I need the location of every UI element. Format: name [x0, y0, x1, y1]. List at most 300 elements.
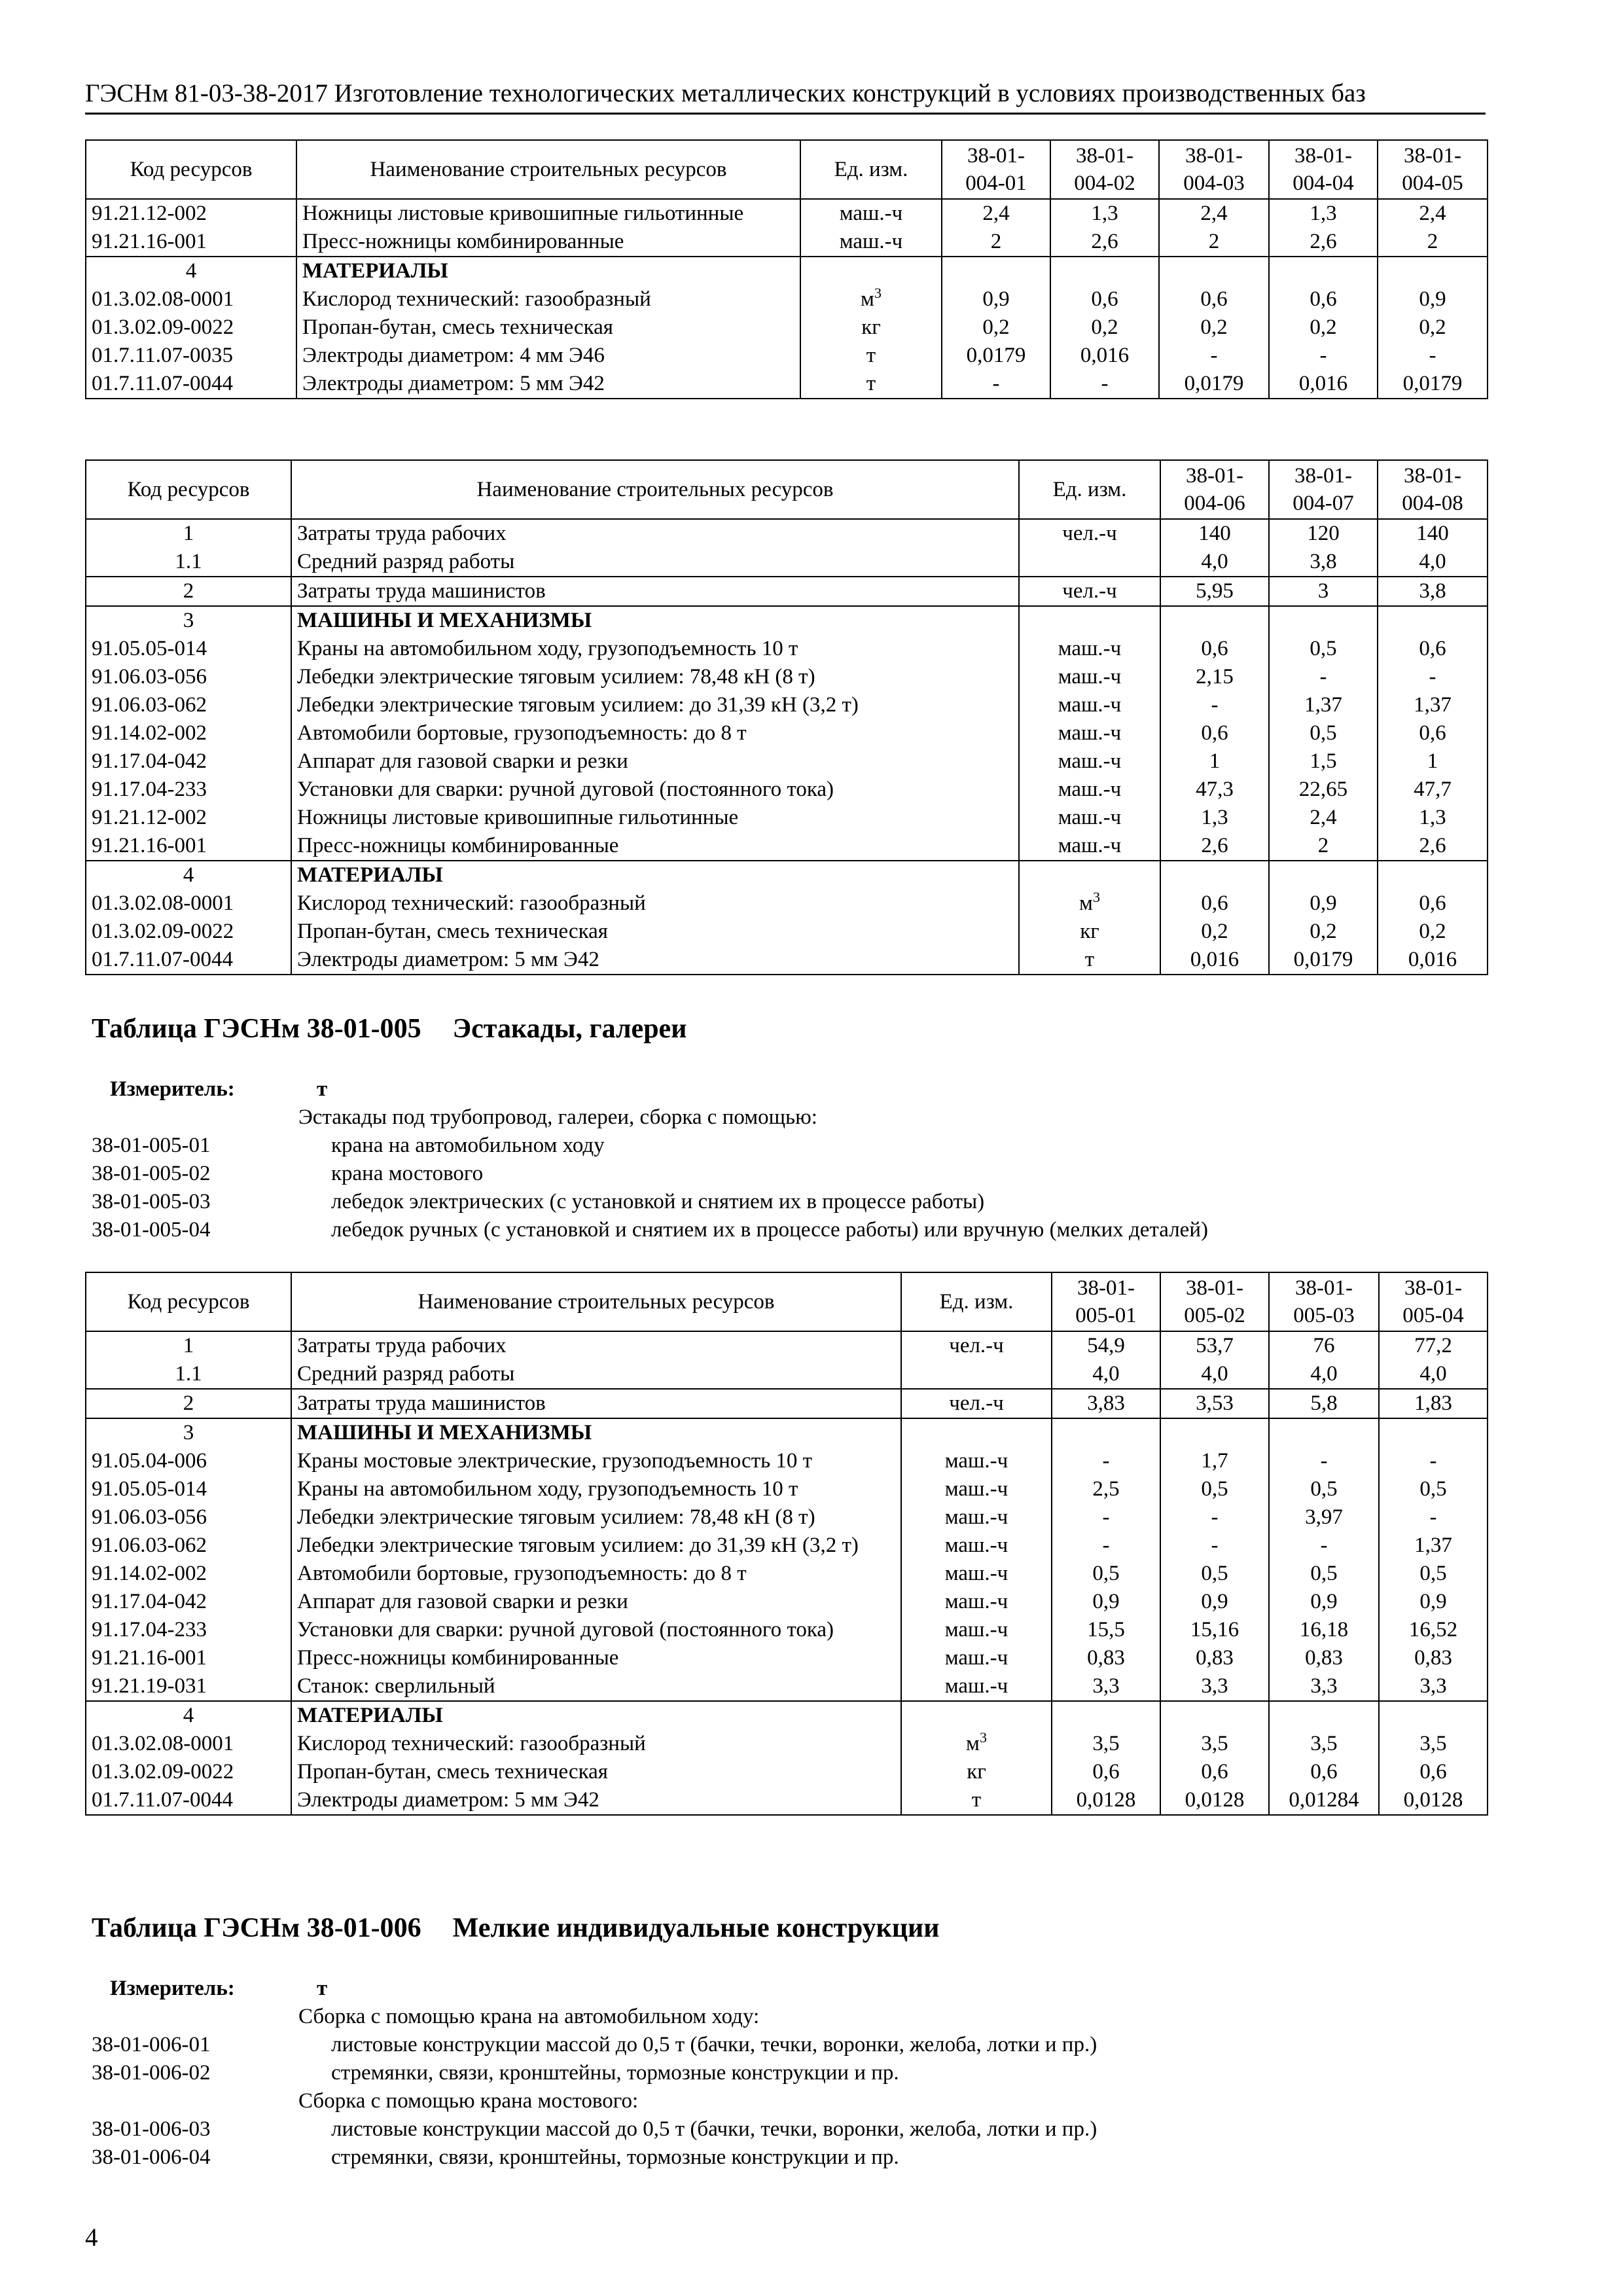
resource-name: Пресс-ножницы комбинированные [291, 832, 1019, 861]
meter-text: лебедок ручных (с установкой и снятием их в процессе работы) или вручную (мелких деталей) [331, 1218, 1208, 1242]
header-col: 38-01- 004-07 [1269, 460, 1378, 519]
resource-name: Аппарат для газовой сварки и резки [291, 1588, 901, 1616]
resource-value: 1,3 [1269, 199, 1378, 228]
table-row [86, 606, 1488, 635]
resource-value: 0,6 [1159, 285, 1269, 314]
resource-name: МАШИНЫ И МЕХАНИЗМЫ [291, 1418, 901, 1447]
header-code: Код ресурсов [86, 140, 296, 199]
resource-unit: чел.-ч [1019, 577, 1160, 606]
resource-unit: маш.-ч [901, 1616, 1052, 1644]
resource-value [1050, 257, 1159, 285]
resource-name: Лебедки электрические тяговым усилием: до 31,39 кН (3,2 т) [291, 691, 1019, 719]
resource-value: 4,0 [1269, 1360, 1379, 1389]
header-code: Код ресурсов [86, 1272, 291, 1331]
table-row [86, 918, 1488, 946]
resource-code: 01.3.02.09-0022 [86, 314, 296, 342]
resource-table-004-01-05 [85, 139, 1488, 399]
resource-name: Установки для сварки: ручной дуговой (постоянного тока) [291, 1616, 901, 1644]
meter-intro: Эстакады под трубопровод, галереи, сборка с помощью: [298, 1105, 817, 1129]
resource-value: 2,4 [1159, 199, 1269, 228]
resource-value: 0,2 [942, 314, 1050, 342]
meter-line [92, 1132, 1492, 1160]
resource-code: 01.3.02.09-0022 [86, 918, 291, 946]
resource-value: 3,8 [1269, 548, 1378, 577]
resource-unit: чел.-ч [901, 1331, 1052, 1360]
resource-value: 0,9 [1378, 285, 1488, 314]
resource-unit: т [800, 342, 942, 370]
resource-unit: $м^3$ [1019, 889, 1160, 918]
resource-value: 54,9 [1052, 1331, 1160, 1360]
resource-value: - [1052, 1532, 1160, 1560]
table-row [86, 635, 1488, 663]
meter-line [92, 1160, 1492, 1188]
table-row [86, 1475, 1488, 1503]
resource-value: - [1160, 691, 1269, 719]
resource-code: 01.3.02.08-0001 [86, 285, 296, 314]
meter-code [92, 2003, 298, 2031]
resource-unit [1019, 548, 1160, 577]
resource-value: - [1160, 1532, 1269, 1560]
table-row [86, 1786, 1488, 1815]
resource-code: 3 [86, 606, 291, 635]
resource-value: 1,37 [1379, 1532, 1488, 1560]
resource-value: 4,0 [1379, 1360, 1488, 1389]
resource-value: 0,016 [1160, 946, 1269, 975]
resource-code: 4 [86, 257, 296, 285]
resource-unit: маш.-ч [901, 1475, 1052, 1503]
resource-name: Затраты труда машинистов [291, 1389, 901, 1418]
resource-value [1378, 257, 1488, 285]
resource-value: 1,7 [1160, 1447, 1269, 1475]
resource-value: 0,83 [1052, 1644, 1160, 1672]
resource-value: 3,5 [1269, 1730, 1379, 1758]
resource-code: 01.3.02.09-0022 [86, 1758, 291, 1786]
resource-code: 91.17.04-042 [86, 747, 291, 776]
resource-value: 0,5 [1269, 719, 1378, 747]
resource-name: Ножницы листовые кривошипные гильотинные [296, 199, 800, 228]
resource-value: 3,8 [1378, 577, 1488, 606]
header-name: Наименование строительных ресурсов [296, 140, 800, 199]
resource-value: 2,4 [942, 199, 1050, 228]
table-row [86, 1560, 1488, 1588]
resource-unit: маш.-ч [1019, 635, 1160, 663]
table-row [86, 199, 1488, 228]
header-col: 38-01- 004-06 [1160, 460, 1269, 519]
resource-code: 91.05.05-014 [86, 1475, 291, 1503]
meter-text: листовые конструкции массой до 0,5 т (бачки, течки, воронки, желоба, лотки и пр.) [331, 2117, 1097, 2141]
resource-unit: $м^3$ [800, 285, 942, 314]
header-unit: Ед. изм. [1019, 460, 1160, 519]
resource-value [1160, 1418, 1269, 1447]
resource-value: 0,01284 [1269, 1786, 1379, 1815]
resource-value: 15,16 [1160, 1616, 1269, 1644]
resource-value: 4,0 [1160, 1360, 1269, 1389]
resource-unit: кг [901, 1758, 1052, 1786]
resource-value: 0,2 [1269, 314, 1378, 342]
resource-value: 0,6 [1160, 635, 1269, 663]
resource-value: 3,5 [1160, 1730, 1269, 1758]
meter-line [92, 2031, 1492, 2059]
table-row [86, 1758, 1488, 1786]
meter-text: Сборка с помощью крана мостового: [298, 2089, 639, 2113]
resource-unit: кг [800, 314, 942, 342]
resource-name: Затраты труда рабочих [291, 1331, 901, 1360]
resource-value: 4,0 [1378, 548, 1488, 577]
resource-value: 3,3 [1379, 1672, 1488, 1701]
resource-value: 0,6 [1050, 285, 1159, 314]
header-col: 38-01- 005-02 [1160, 1272, 1269, 1331]
resource-unit: маш.-ч [901, 1588, 1052, 1616]
resource-value: 2,4 [1378, 199, 1488, 228]
resource-value [1378, 861, 1488, 889]
resource-code: 91.21.12-002 [86, 804, 291, 832]
resource-value: 0,0179 [942, 342, 1050, 370]
resource-value: - [1379, 1447, 1488, 1475]
resource-name: Средний разряд работы [291, 548, 1019, 577]
resource-name: Затраты труда рабочих [291, 519, 1019, 548]
resource-value [1379, 1418, 1488, 1447]
resource-unit: маш.-ч [901, 1447, 1052, 1475]
meter-block-005 [92, 1075, 1492, 1244]
resource-value: 3,3 [1052, 1672, 1160, 1701]
resource-value: 1 [1160, 747, 1269, 776]
table-title-006 [92, 1911, 939, 1945]
resource-code: 01.7.11.07-0044 [86, 946, 291, 975]
resource-unit: маш.-ч [1019, 691, 1160, 719]
table-row [86, 663, 1488, 691]
meter-unit: т [317, 1077, 328, 1101]
resource-value: 0,0179 [1159, 370, 1269, 399]
header-name: Наименование строительных ресурсов [291, 1272, 901, 1331]
resource-value [1160, 1701, 1269, 1730]
resource-unit [901, 1701, 1052, 1730]
resource-unit [1019, 606, 1160, 635]
resource-code: 91.06.03-056 [86, 1503, 291, 1532]
resource-value: 0,6 [1378, 719, 1488, 747]
resource-value [1269, 1701, 1379, 1730]
meter-text: Сборка с помощью крана на автомобильном ходу: [298, 2005, 760, 2028]
resource-value: 76 [1269, 1331, 1379, 1360]
resource-value: 0,6 [1160, 719, 1269, 747]
meter-text: лебедок электрических (с установкой и снятием их в процессе работы) [331, 1190, 985, 1213]
resource-code: 2 [86, 1389, 291, 1418]
resource-value: 0,83 [1379, 1644, 1488, 1672]
resource-value: 2,5 [1052, 1475, 1160, 1503]
resource-value: - [1269, 342, 1378, 370]
header-col: 38-01- 005-01 [1052, 1272, 1160, 1331]
resource-value: - [1052, 1447, 1160, 1475]
resource-value: 1,3 [1050, 199, 1159, 228]
meter-text: крана на автомобильном ходу [331, 1134, 605, 1157]
resource-unit: маш.-ч [800, 228, 942, 257]
resource-code: 4 [86, 861, 291, 889]
resource-name: Кислород технический: газообразный [291, 889, 1019, 918]
meter-text: крана мостового [331, 1162, 484, 1185]
resource-value [1159, 257, 1269, 285]
resource-unit: маш.-ч [901, 1560, 1052, 1588]
meter-code: 38-01-005-03 [92, 1190, 211, 1213]
meter-label: Измеритель: [110, 1977, 235, 2000]
resource-value: 5,8 [1269, 1389, 1379, 1418]
resource-value: 0,6 [1378, 635, 1488, 663]
table-title-code: Таблица ГЭСНм 38-01-005 [92, 1014, 421, 1044]
table-row [86, 804, 1488, 832]
table-row [86, 1360, 1488, 1389]
resource-value: 3,3 [1160, 1672, 1269, 1701]
resource-code: 91.05.05-014 [86, 635, 291, 663]
header-col: 38-01- 004-03 [1159, 140, 1269, 199]
resource-code: 91.06.03-062 [86, 1532, 291, 1560]
resource-name: Аппарат для газовой сварки и резки [291, 747, 1019, 776]
resource-name: Пропан-бутан, смесь техническая [291, 1758, 901, 1786]
resource-value: 2,4 [1269, 804, 1378, 832]
resource-value: 0,2 [1269, 918, 1378, 946]
resource-value: - [1269, 663, 1378, 691]
resource-value: 3,3 [1269, 1672, 1379, 1701]
resource-name: Станок: сверлильный [291, 1672, 901, 1701]
resource-value: - [1269, 1447, 1379, 1475]
resource-value [1269, 257, 1378, 285]
resource-unit [901, 1418, 1052, 1447]
header-code: Код ресурсов [86, 460, 291, 519]
meter-row [92, 1975, 1492, 2003]
resource-value: 1,3 [1160, 804, 1269, 832]
resource-unit: т [800, 370, 942, 399]
resource-name: Средний разряд работы [291, 1360, 901, 1389]
resource-value: - [1378, 663, 1488, 691]
meter-line [92, 2144, 1492, 2172]
resource-code: 91.21.16-001 [86, 1644, 291, 1672]
meter-block-006 [92, 1975, 1492, 2172]
resource-name: Электроды диаметром: 5 мм Э42 [296, 370, 800, 399]
resource-value: 2,15 [1160, 663, 1269, 691]
table-row [86, 1389, 1488, 1418]
resource-name: Электроды диаметром: 5 мм Э42 [291, 946, 1019, 975]
resource-name: Затраты труда машинистов [291, 577, 1019, 606]
resource-value: 0,2 [1378, 918, 1488, 946]
resource-name: МАТЕРИАЛЫ [296, 257, 800, 285]
meter-code: 38-01-005-02 [92, 1162, 211, 1185]
header-col: 38-01- 004-05 [1378, 140, 1488, 199]
resource-code: 01.3.02.08-0001 [86, 889, 291, 918]
resource-name: Лебедки электрические тяговым усилием: до 31,39 кН (3,2 т) [291, 1532, 901, 1560]
resource-value: 0,6 [1378, 889, 1488, 918]
resource-code: 91.21.19-031 [86, 1672, 291, 1701]
table-title-name: Эстакады, галереи [452, 1014, 687, 1044]
resource-name: МАТЕРИАЛЫ [291, 1701, 901, 1730]
resource-value: 0,0179 [1378, 370, 1488, 399]
resource-value: - [1269, 1532, 1379, 1560]
meter-text: листовые конструкции массой до 0,5 т (бачки, течки, воронки, желоба, лотки и пр.) [331, 2033, 1097, 2056]
table-row [86, 548, 1488, 577]
resource-unit: кг [1019, 918, 1160, 946]
resource-unit: т [901, 1786, 1052, 1815]
table-row [86, 1730, 1488, 1758]
resource-value: 2 [1378, 228, 1488, 257]
resource-value: 16,18 [1269, 1616, 1379, 1644]
table-row [86, 946, 1488, 975]
page-number: 4 [85, 2223, 98, 2251]
meter-text: стремянки, связи, кронштейны, тормозные конструкции и пр. [331, 2061, 899, 2085]
resource-value: 3,5 [1379, 1730, 1488, 1758]
resource-value [942, 257, 1050, 285]
meter-intro-row [92, 1103, 1492, 1132]
meter-code: 38-01-006-02 [92, 2061, 211, 2085]
header-col: 38-01- 005-04 [1379, 1272, 1488, 1331]
resource-unit: $м^3$ [901, 1730, 1052, 1758]
resource-value: 0,016 [1378, 946, 1488, 975]
resource-value: 0,6 [1379, 1758, 1488, 1786]
resource-name: МАШИНЫ И МЕХАНИЗМЫ [291, 606, 1019, 635]
resource-value: 0,2 [1050, 314, 1159, 342]
resource-value: 2 [942, 228, 1050, 257]
meter-code: 38-01-005-04 [92, 1218, 211, 1242]
resource-value: 1,37 [1269, 691, 1378, 719]
resource-code: 01.7.11.07-0044 [86, 370, 296, 399]
resource-value: 0,9 [1269, 889, 1378, 918]
resource-value: 0,9 [942, 285, 1050, 314]
resource-value: 0,5 [1160, 1560, 1269, 1588]
resource-unit: маш.-ч [800, 199, 942, 228]
resource-value: 0,83 [1269, 1644, 1379, 1672]
resource-name: Кислород технический: газообразный [296, 285, 800, 314]
resource-code: 91.17.04-042 [86, 1588, 291, 1616]
resource-value: 1,3 [1378, 804, 1488, 832]
resource-name: Установки для сварки: ручной дуговой (постоянного тока) [291, 776, 1019, 804]
header-col: 38-01- 004-04 [1269, 140, 1378, 199]
resource-name: Электроды диаметром: 4 мм Э46 [296, 342, 800, 370]
meter-code [92, 1103, 298, 1132]
resource-value: 47,7 [1378, 776, 1488, 804]
resource-name: Краны мостовые электрические, грузоподъемность 10 т [291, 1447, 901, 1475]
resource-code: 91.06.03-056 [86, 663, 291, 691]
resource-value: 0,0179 [1269, 946, 1378, 975]
resource-value: 140 [1160, 519, 1269, 548]
table-row [86, 1672, 1488, 1701]
header-col: 38-01- 005-03 [1269, 1272, 1379, 1331]
table-title-name: Мелкие индивидуальные конструкции [452, 1913, 940, 1943]
resource-unit: маш.-ч [1019, 663, 1160, 691]
table-row [86, 719, 1488, 747]
resource-value: - [1052, 1503, 1160, 1532]
resource-value: 0,0128 [1160, 1786, 1269, 1815]
table-row [86, 314, 1488, 342]
resource-value: 0,2 [1378, 314, 1488, 342]
header-col: 38-01- 004-02 [1050, 140, 1159, 199]
resource-value: 77,2 [1379, 1331, 1488, 1360]
resource-value: 16,52 [1379, 1616, 1488, 1644]
resource-value: 2,6 [1269, 228, 1378, 257]
resource-code: 91.06.03-062 [86, 691, 291, 719]
table-row [86, 370, 1488, 399]
table-row [86, 577, 1488, 606]
resource-unit: маш.-ч [901, 1644, 1052, 1672]
header-name: Наименование строительных ресурсов [291, 460, 1019, 519]
resource-value: 140 [1378, 519, 1488, 548]
table-row [86, 1532, 1488, 1560]
resource-unit [901, 1360, 1052, 1389]
resource-value: 0,0128 [1052, 1786, 1160, 1815]
resource-code: 1 [86, 1331, 291, 1360]
table-row [86, 691, 1488, 719]
meter-line [92, 2115, 1492, 2144]
table-row [86, 519, 1488, 548]
resource-value: 3,5 [1052, 1730, 1160, 1758]
meter-line [92, 1188, 1492, 1216]
header-unit: Ед. изм. [901, 1272, 1052, 1331]
resource-name: Кислород технический: газообразный [291, 1730, 901, 1758]
resource-name: Пропан-бутан, смесь техническая [291, 918, 1019, 946]
meter-row [92, 1075, 1492, 1103]
resource-code: 01.3.02.08-0001 [86, 1730, 291, 1758]
resource-code: 01.7.11.07-0035 [86, 342, 296, 370]
resource-value: 5,95 [1160, 577, 1269, 606]
resource-value [1269, 606, 1378, 635]
resource-name: Автомобили бортовые, грузоподъемность: до 8 т [291, 1560, 901, 1588]
resource-value: 0,5 [1160, 1475, 1269, 1503]
resource-unit: чел.-ч [901, 1389, 1052, 1418]
resource-value: 4,0 [1052, 1360, 1160, 1389]
table-row [86, 776, 1488, 804]
resource-value: 0,9 [1052, 1588, 1160, 1616]
meter-line [92, 2087, 1492, 2115]
resource-value [1052, 1701, 1160, 1730]
resource-value: 0,5 [1052, 1560, 1160, 1588]
resource-value: 0,5 [1379, 1560, 1488, 1588]
table-row [86, 342, 1488, 370]
resource-value: 0,6 [1160, 1758, 1269, 1786]
resource-code: 4 [86, 1701, 291, 1730]
resource-code: 91.14.02-002 [86, 719, 291, 747]
resource-value [1052, 1418, 1160, 1447]
resource-value: 0,83 [1160, 1644, 1269, 1672]
table-row [86, 889, 1488, 918]
resource-value [1378, 606, 1488, 635]
meter-code: 38-01-006-01 [92, 2033, 211, 2056]
table-row [86, 861, 1488, 889]
header-unit: Ед. изм. [800, 140, 942, 199]
table-row [86, 1331, 1488, 1360]
resource-unit: чел.-ч [1019, 519, 1160, 548]
table-row [86, 832, 1488, 861]
resource-code: 91.14.02-002 [86, 1560, 291, 1588]
resource-value: 0,5 [1269, 1560, 1379, 1588]
resource-value: 0,9 [1269, 1588, 1379, 1616]
table-row [86, 228, 1488, 257]
resource-unit: маш.-ч [1019, 747, 1160, 776]
resource-value: 0,2 [1160, 918, 1269, 946]
resource-unit [800, 257, 942, 285]
resource-value [1160, 606, 1269, 635]
meter-line [92, 2003, 1492, 2031]
resource-value: 0,0128 [1379, 1786, 1488, 1815]
resource-code: 1 [86, 519, 291, 548]
table-row [86, 1447, 1488, 1475]
resource-value: 0,9 [1379, 1588, 1488, 1616]
resource-value [1379, 1701, 1488, 1730]
table-row [86, 747, 1488, 776]
resource-value: 22,65 [1269, 776, 1378, 804]
resource-value: - [1160, 1503, 1269, 1532]
resource-value: 120 [1269, 519, 1378, 548]
resource-unit: маш.-ч [901, 1503, 1052, 1532]
resource-value: 53,7 [1160, 1331, 1269, 1360]
resource-value: 2,6 [1160, 832, 1269, 861]
table-row [86, 1644, 1488, 1672]
table-title-code: Таблица ГЭСНм 38-01-006 [92, 1913, 421, 1943]
resource-value: 47,3 [1160, 776, 1269, 804]
resource-value [1160, 861, 1269, 889]
